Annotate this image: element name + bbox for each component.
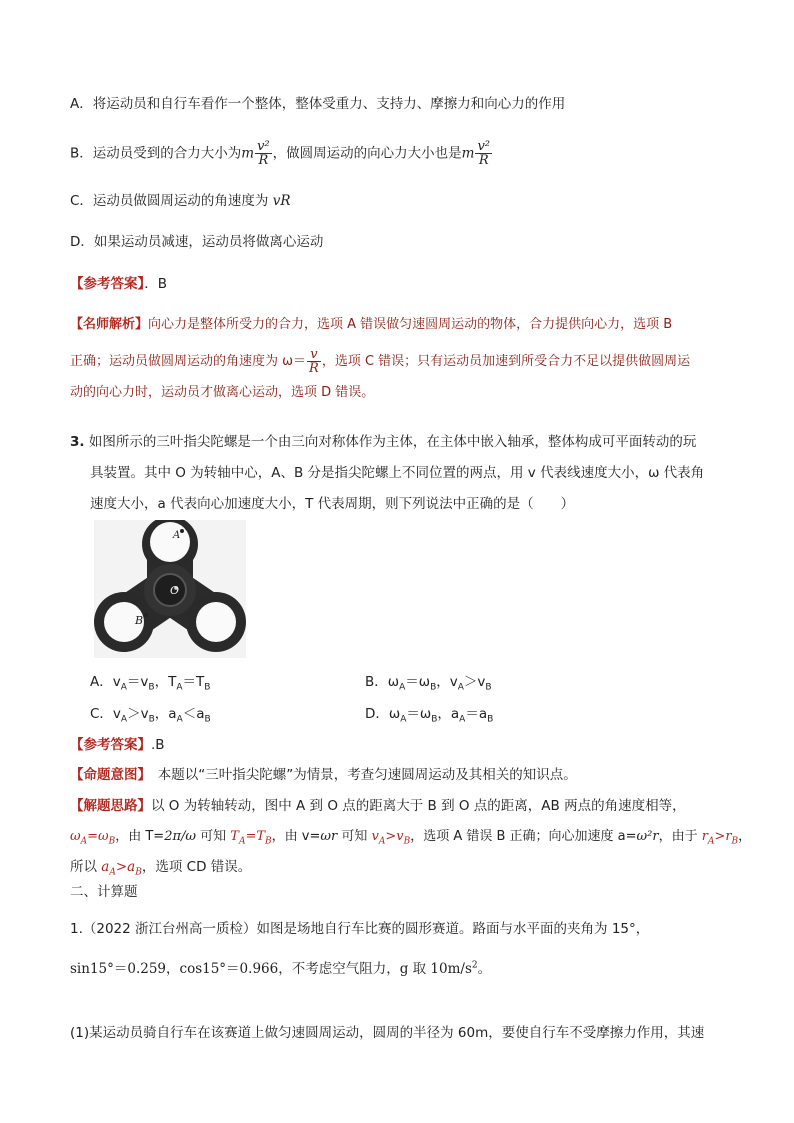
q3-choice-d — [365, 704, 493, 730]
option-d: D．如果运动员减速，运动员将做离心运动 — [70, 234, 324, 250]
figure-label-a: A — [173, 530, 181, 541]
explanation-1-label: 【名师解析】 — [70, 317, 149, 332]
option-b — [70, 140, 493, 167]
option-c-value: vR — [272, 193, 291, 209]
intent-text: 本题以“三叶指尖陀螺”为情景，考查匀速圆周运动及其相关的知识点。 — [144, 767, 577, 783]
answer-1 — [70, 274, 167, 294]
explanation-1-line-1 — [70, 315, 672, 335]
option-b-fraction-2 — [475, 140, 492, 167]
calc-1-line-1: 1.（2022 浙江台州高一质检）如图是场地自行车比赛的圆形赛道。路面与水平面的夹角为 15°， — [70, 921, 650, 937]
answer-3 — [70, 735, 165, 755]
explanation-1-text-1: 向心力是整体所受力的合力，选项 A 错误做匀速圆周运动的物体，合力提供向心力，选项 B — [148, 317, 673, 332]
q3-choice-b — [365, 672, 492, 698]
option-b-middle: ，做圆周运动的向心力大小也是 — [272, 145, 462, 162]
option-c — [70, 191, 291, 211]
answer-3-label: 【参考答案】 — [70, 737, 151, 753]
calc-1-line-2 — [70, 955, 491, 979]
fidget-spinner-svg — [94, 520, 246, 658]
explanation-1-line-2 — [70, 348, 690, 375]
solution-line-3 — [70, 857, 251, 883]
question-3-number: 3. — [70, 434, 85, 450]
question-3-line-3: 速度大小，a 代表向心加速度大小，T 代表周期，则下列说法中正确的是（ ） — [90, 496, 575, 512]
q3-choice-c-text: C．$v_A>v_B$，$a_A<a_B$ — [90, 706, 211, 725]
solution-text-2: $\omega_A=\omega_B$，由 T=2π/ω 可知 $T_A=T_B$，由 v=ωr 可知 $v_A>v_B$，选项 A 错误 B 正确；向心加速度 a=ω²r，由于 $r_A>r_B$， — [70, 829, 752, 847]
section-heading: 二、计算题 — [70, 884, 138, 900]
solution-label: 【解题思路】 — [70, 798, 151, 814]
option-a: A．将运动员和自行车看作一个整体，整体受重力、支持力、摩擦力和向心力的作用 — [70, 96, 566, 112]
answer-1-value: ．B — [144, 276, 168, 292]
figure-label-b: B — [135, 614, 144, 627]
solution-text-1: 以 O 为转轴转动，图中 A 到 O 点的距离大于 B 到 O 点的距离，AB 两点的角速度相等， — [151, 798, 686, 814]
explanation-1-frac-num: v — [307, 348, 321, 362]
option-b-frac2-num: v² — [477, 139, 491, 154]
figure-label-o: O — [170, 584, 180, 597]
explanation-1-line-3: 动的向心力时，运动员才做离心运动，选项 D 错误。 — [70, 385, 375, 400]
q3-choice-d-text: D．$\omega_A=\omega_B$，$a_A=a_B$ — [365, 706, 494, 725]
calc-1-text-2: sin15°＝0.259，cos15°＝0.966，不考虑空气阻力，g 取 $10m/s^2$。 — [70, 960, 492, 977]
option-b-fraction-1 — [255, 140, 272, 167]
fidget-spinner-figure — [94, 520, 246, 658]
question-3-line-1 — [70, 432, 696, 452]
option-b-frac1-den: R — [258, 153, 269, 168]
q3-choice-a-text: A．$v_A=v_B$，$T_A=T_B$ — [90, 674, 211, 693]
option-b-frac1-num: v² — [257, 139, 270, 154]
explanation-1-fraction — [307, 348, 321, 375]
question-3-text-1: 如图所示的三叶指尖陀螺是一个由三向对称体作为主体，在主体中嵌入轴承，整体构成可平面转动的玩 — [88, 434, 697, 450]
explanation-1-text-2b: ，选项 C 错误；只有运动员加速到所受合力不足以提供做圆周运 — [321, 354, 691, 369]
explanation-1-frac-den: R — [309, 361, 319, 376]
option-b-m2: m — [461, 145, 475, 162]
explanation-1-text-2a: 正确；运动员做圆周运动的角速度为 ω＝ — [70, 354, 307, 369]
solution-text-3: 所以 $a_A>a_B$，选项 CD 错误。 — [70, 859, 252, 878]
intent-line — [70, 765, 577, 785]
option-b-m1: m — [241, 145, 255, 162]
solution-line-1 — [70, 796, 686, 816]
q3-choice-a — [90, 672, 210, 698]
option-c-prefix: C．运动员做圆周运动的角速度为 — [70, 193, 269, 209]
solution-line-2 — [70, 827, 751, 852]
calc-1-line-3: (1)某运动员骑自行车在该赛道上做匀速圆周运动，圆周的半径为 60m，要使自行车不受摩擦力作用，其速 — [70, 1025, 705, 1041]
question-3-line-2: 具装置。其中 O 为转轴中心，A、B 分是指尖陀螺上不同位置的两点，用 v 代表线速度大小，ω 代表角 — [90, 465, 705, 481]
option-b-frac2-den: R — [478, 153, 489, 168]
q3-choice-b-text: B．$\omega_A=\omega_B$，$v_A>v_B$ — [365, 674, 492, 693]
answer-1-label: 【参考答案】 — [70, 276, 145, 292]
answer-3-value: .B — [151, 737, 165, 753]
q3-choice-c — [90, 704, 211, 730]
option-b-prefix: B．运动员受到的合力大小为 — [70, 145, 242, 162]
intent-label: 【命题意图】 — [70, 767, 145, 783]
